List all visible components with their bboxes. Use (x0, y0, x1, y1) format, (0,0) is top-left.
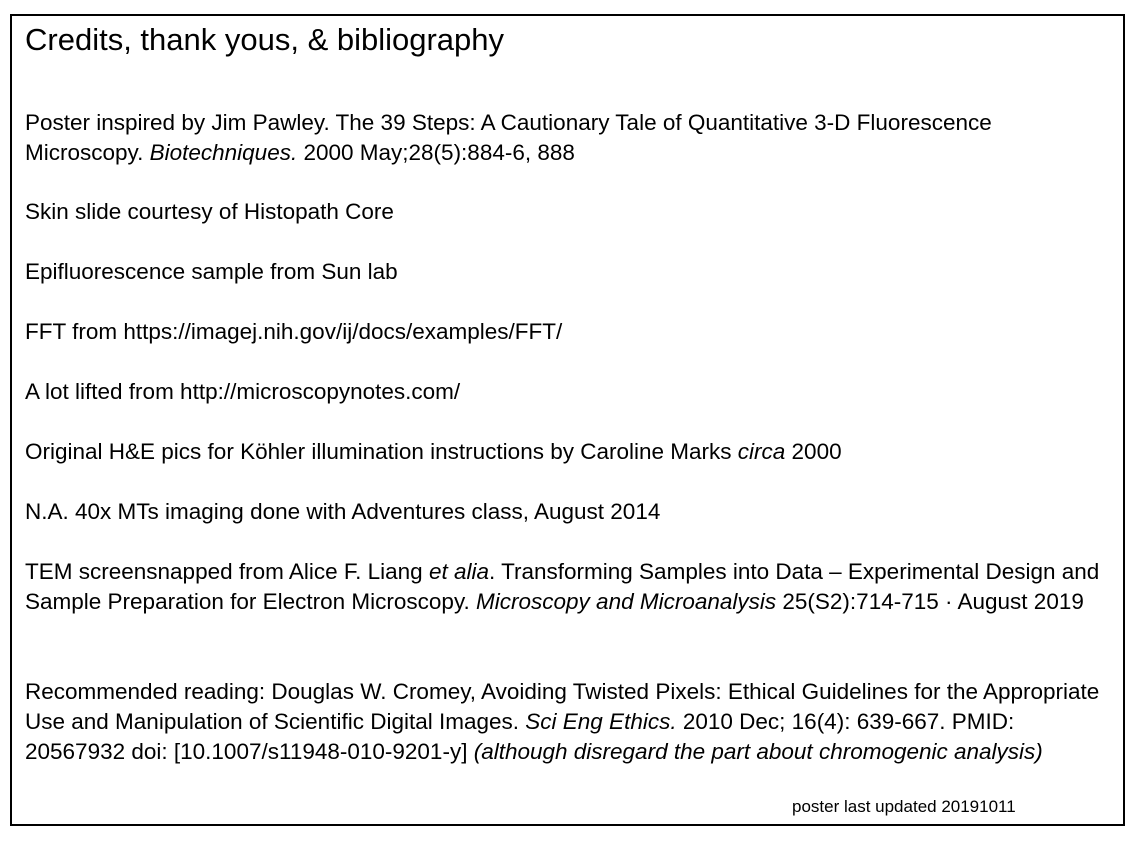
credit-tem (25, 557, 1115, 617)
credit-skin-slide: Skin slide courtesy of Histopath Core (25, 199, 394, 224)
credit-kohler (25, 437, 1115, 467)
credit-microscopynotes: A lot lifted from http://microscopynotes.com/ (25, 379, 461, 404)
credit-tem-etalia: et alia (428, 559, 489, 584)
credit-pawley-journal: Biotechniques. (149, 140, 298, 165)
credit-tem-title: . Transforming Samples into Data – Experimental Design and Sample Preparation for Electron Microscopy. (25, 559, 1100, 614)
credit-tem-citation: 25(S2):714-715 · August 2019 (776, 589, 1084, 614)
credit-kohler-year: 2000 (785, 439, 842, 464)
credit-na-imaging: N.A. 40x MTs imaging done with Adventures class, August 2014 (25, 499, 661, 524)
credit-pawley-citation: 2000 May;28(5):884-6, 888 (297, 140, 575, 165)
credit-recommended-journal: Sci Eng Ethics. (525, 709, 677, 734)
slide-title: Credits, thank yous, & bibliography (25, 22, 505, 57)
credit-recommended-note: (although disregard the part about chromogenic analysis) (473, 739, 1043, 764)
credit-tem-journal: Microscopy and Microanalysis (476, 589, 777, 614)
credit-recommended-reading (25, 677, 1115, 767)
credit-kohler-text: Original H&E pics for Köhler illumination instructions by Caroline Marks (25, 439, 738, 464)
credit-fft: FFT from https://imagej.nih.gov/ij/docs/examples/FFT/ (25, 319, 563, 344)
credit-kohler-circa: circa (737, 439, 786, 464)
credit-epifluorescence: Epifluorescence sample from Sun lab (25, 259, 398, 284)
credit-tem-text: TEM screensnapped from Alice F. Liang (25, 559, 429, 584)
credit-recommended-citation: 2010 Dec; 16(4): 639-667. PMID: 20567932 doi: [10.1007/s11948-010-9201-y] (25, 709, 1015, 764)
credit-recommended-text: Recommended reading: Douglas W. Cromey, Avoiding Twisted Pixels: Ethical Guidelines for the Appropriate Use and Manipulation of Scientific Digital Images. (25, 679, 1100, 734)
last-updated-note: poster last updated 20191011 (792, 797, 1016, 816)
credit-pawley-text: Poster inspired by Jim Pawley. The 39 Steps: A Cautionary Tale of Quantitative 3-D Fluorescence Microscopy. (25, 110, 992, 165)
credit-pawley (25, 108, 1115, 168)
